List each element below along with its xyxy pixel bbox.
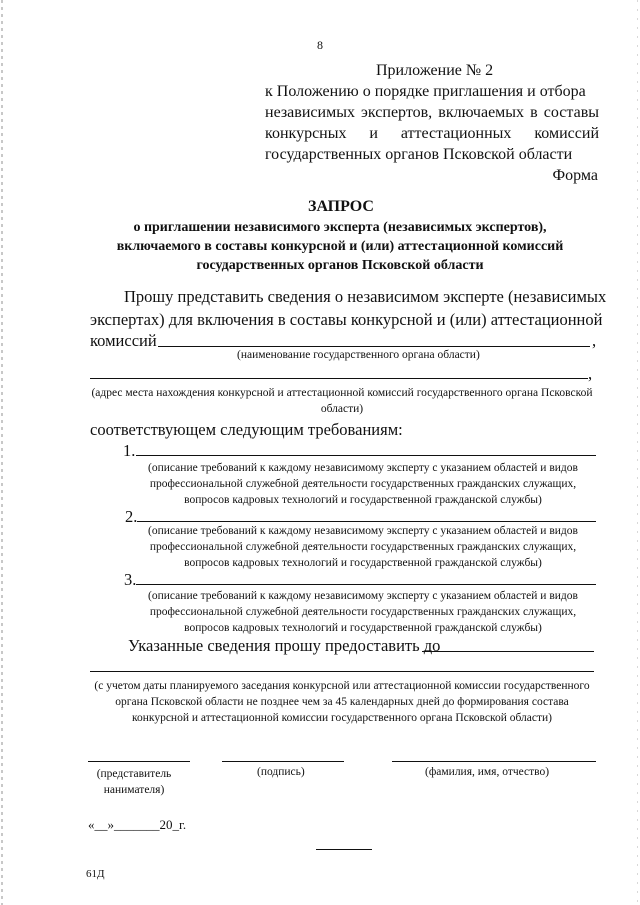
request-title: ЗАПРОС — [308, 198, 374, 215]
appendix-line: независимых экспертов, включаемых в составы — [265, 104, 599, 121]
date-line: «__»_______20_г. — [88, 817, 187, 832]
body-line-2: экспертах) для включения в составы конкурсной и (или) аттестационной — [90, 310, 603, 329]
footer-divider — [316, 849, 372, 850]
address-suffix: , — [588, 364, 593, 383]
appendix-line: к Положению о порядке приглашения и отбора — [265, 83, 586, 100]
caption-representative: (представитель нанимателя) — [96, 768, 172, 796]
requirements-intro: соответствующем следующим требованиям: — [90, 420, 403, 439]
appendix-line: конкурсных и аттестационных комиссий — [265, 125, 599, 142]
requirement-number: 1. — [123, 441, 136, 460]
requirement-caption: (описание требований к каждому независимому эксперту с указанием областей и видов профессиональной служебной деятельности государственных гражданских служащих, вопросов кадровых технологий и государственной гражданской службы) — [148, 525, 578, 569]
address-field[interactable] — [90, 378, 588, 379]
body-line-3-prefix: комиссий — [90, 331, 157, 350]
org-name-field[interactable] — [158, 346, 590, 347]
footer-code: 61Д — [86, 868, 105, 880]
deadline-line[interactable] — [90, 671, 594, 672]
deadline-caption: (с учетом даты планируемого заседания конкурсной или аттестационной комиссии государственного органа Псковской области не позднее чем за 45 календарных дней до формирования состава конкурсной и аттестационной комиссии государственного органа Псковской области) — [94, 680, 590, 724]
requirement-caption: (описание требований к каждому независимому эксперту с указанием областей и видов профессиональной служебной деятельности государственных гражданских служащих, вопросов кадровых технологий и государственной гражданской службы) — [148, 462, 578, 506]
caption-full-name: (фамилия, имя, отчество) — [425, 766, 550, 778]
deadline-text: Указанные сведения прошу предоставить до — [128, 636, 441, 655]
requirement-field[interactable] — [137, 521, 596, 522]
form-label: Форма — [552, 167, 598, 184]
scan-edge-left — [1, 0, 3, 905]
requirement-number: 2. — [125, 507, 138, 526]
requirement-field[interactable] — [136, 455, 596, 456]
signature-field[interactable] — [222, 761, 344, 762]
full-name-field[interactable] — [392, 761, 596, 762]
requirement-field[interactable] — [136, 584, 596, 585]
body-line-3-suffix: , — [592, 331, 597, 350]
request-subtitle: о приглашении независимого эксперта (независимых экспертов), включаемого в составы конкурсной и (или) аттестационной комиссий государственных органов Псковской области — [116, 220, 564, 273]
deadline-field[interactable] — [422, 651, 594, 652]
caption-signature: (подпись) — [257, 766, 305, 778]
representative-field[interactable] — [88, 761, 190, 762]
caption-address: (адрес места нахождения конкурсной и аттестационной комиссий государственного органа Псковской области) — [91, 387, 593, 415]
caption-org-name: (наименование государственного органа области) — [237, 349, 480, 361]
appendix-reference — [265, 81, 599, 165]
requirement-number: 3. — [124, 570, 137, 589]
body-line-1: Прошу представить сведения о независимом эксперте (независимых — [124, 287, 607, 306]
appendix-title: Приложение № 2 — [376, 62, 494, 79]
page-number: 8 — [317, 38, 323, 52]
appendix-line: государственных органов Псковской области — [265, 146, 573, 163]
requirement-caption: (описание требований к каждому независимому эксперту с указанием областей и видов профессиональной служебной деятельности государственных гражданских служащих, вопросов кадровых технологий и государственной гражданской службы) — [148, 590, 578, 634]
scan-edge-right — [637, 0, 638, 905]
